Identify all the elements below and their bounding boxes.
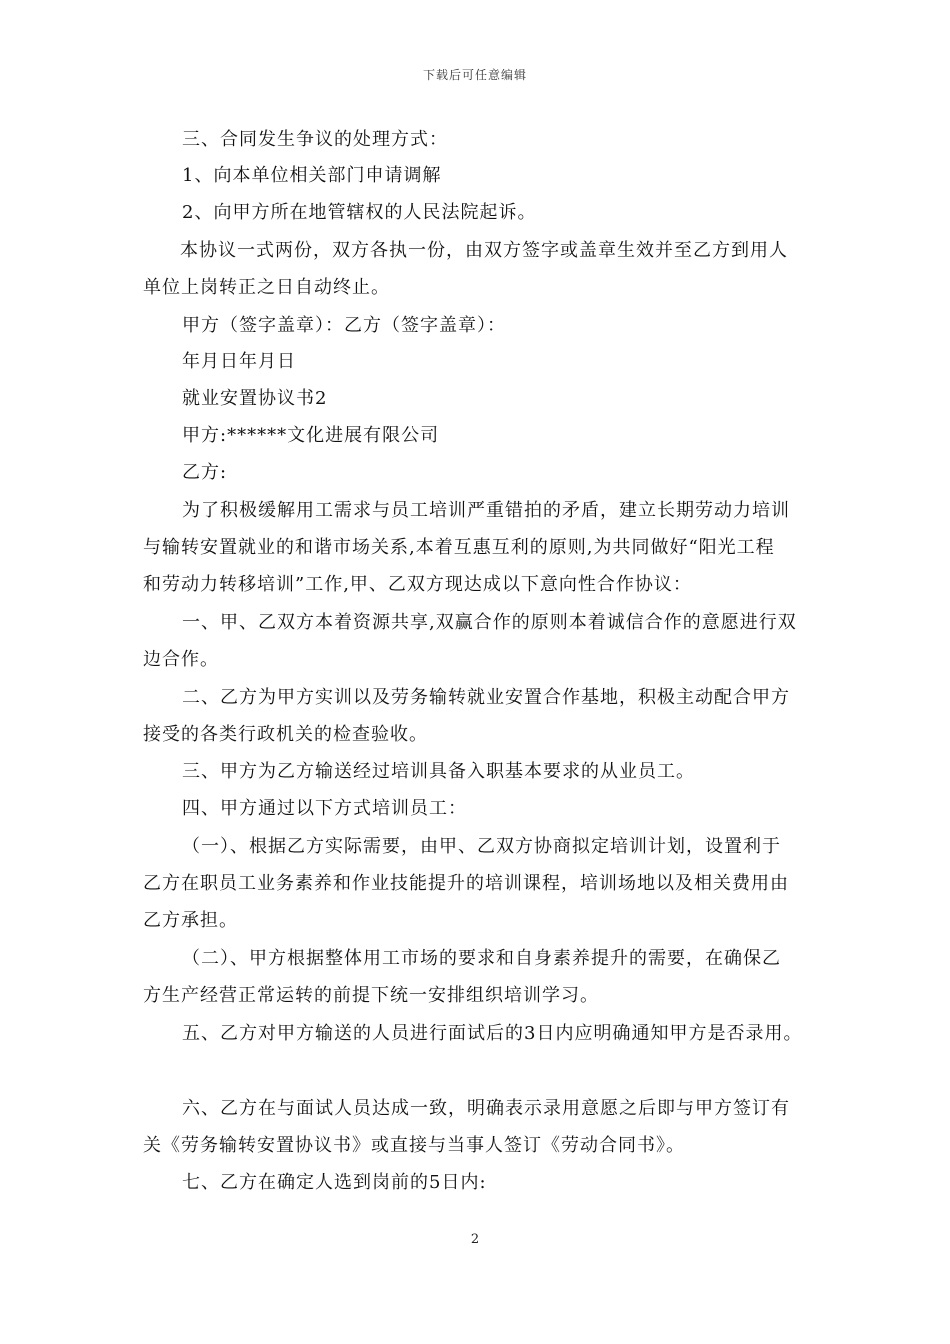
text-line: 关《劳务输转安置协议书》或直接与当事人签订《劳动合同书》。: [143, 1135, 685, 1156]
text-line: 方生产经营正常运转的前提下统一安排组织培训学习。: [143, 985, 599, 1006]
page-header: 下载后可任意编辑: [422, 68, 527, 82]
text-line: 乙方承担。: [143, 910, 238, 931]
text-line: 年月日年月日: [182, 351, 296, 372]
text-line: 乙方在职员工业务素养和作业技能提升的培训课程，培训场地以及相关费用由: [143, 873, 789, 894]
text-line: 七、乙方在确定人选到岗前的5日内:: [182, 1172, 487, 1193]
text-line: 六、乙方在与面试人员达成一致，明确表示录用意愿之后即与甲方签订有: [182, 1098, 790, 1119]
text-line: 和劳动力转移培训”工作,甲、乙双方现达成以下意向性合作协议：: [143, 574, 692, 595]
text-line: 就业安置协议书2: [182, 388, 328, 409]
text-line: （二）、甲方根据整体用工市场的要求和自身素养提升的需要，在确保乙: [182, 948, 781, 969]
text-line: 三、合同发生争议的处理方式：: [182, 129, 448, 150]
text-line: 1、向本单位相关部门申请调解: [182, 165, 442, 186]
text-line: 与输转安置就业的和谐市场关系,本着互惠互利的原则,为共同做好“阳光工程: [143, 537, 775, 558]
text-line: 边合作。: [143, 649, 219, 670]
text-line: 四、甲方通过以下方式培训员工：: [182, 798, 467, 819]
text-line: 乙方:: [182, 462, 228, 483]
page-number: 2: [470, 1232, 480, 1247]
text-line: 接受的各类行政机关的检查验收。: [143, 724, 428, 745]
text-line: 三、甲方为乙方输送经过培训具备入职基本要求的从业员工。: [182, 761, 695, 782]
text-line: （一）、根据乙方实际需要，由甲、乙双方协商拟定培训计划，设置利于: [182, 836, 781, 857]
text-line: 甲方（签字盖章）：乙方（签字盖章）：: [182, 315, 506, 336]
text-line: 本协议一式两份，双方各执一份，由双方签字或盖章生效并至乙方到用人: [180, 240, 788, 261]
text-line: 五、乙方对甲方输送的人员进行面试后的3日内应明确通知甲方是否录用。: [182, 1023, 803, 1044]
text-line: 为了积极缓解用工需求与员工培训严重错拍的矛盾，建立长期劳动力培训: [182, 500, 790, 521]
text-line: 甲方:******文化进展有限公司: [182, 425, 440, 446]
text-line: 2、向甲方所在地管辖权的人民法院起诉。: [182, 202, 537, 223]
text-line: 二、乙方为甲方实训以及劳务输转就业安置合作基地，积极主动配合甲方: [182, 687, 790, 708]
text-line: 一、甲、乙双方本着资源共享,双赢合作的原则本着诚信合作的意愿进行双: [182, 612, 797, 633]
text-line: 单位上岗转正之日自动终止。: [143, 277, 390, 298]
